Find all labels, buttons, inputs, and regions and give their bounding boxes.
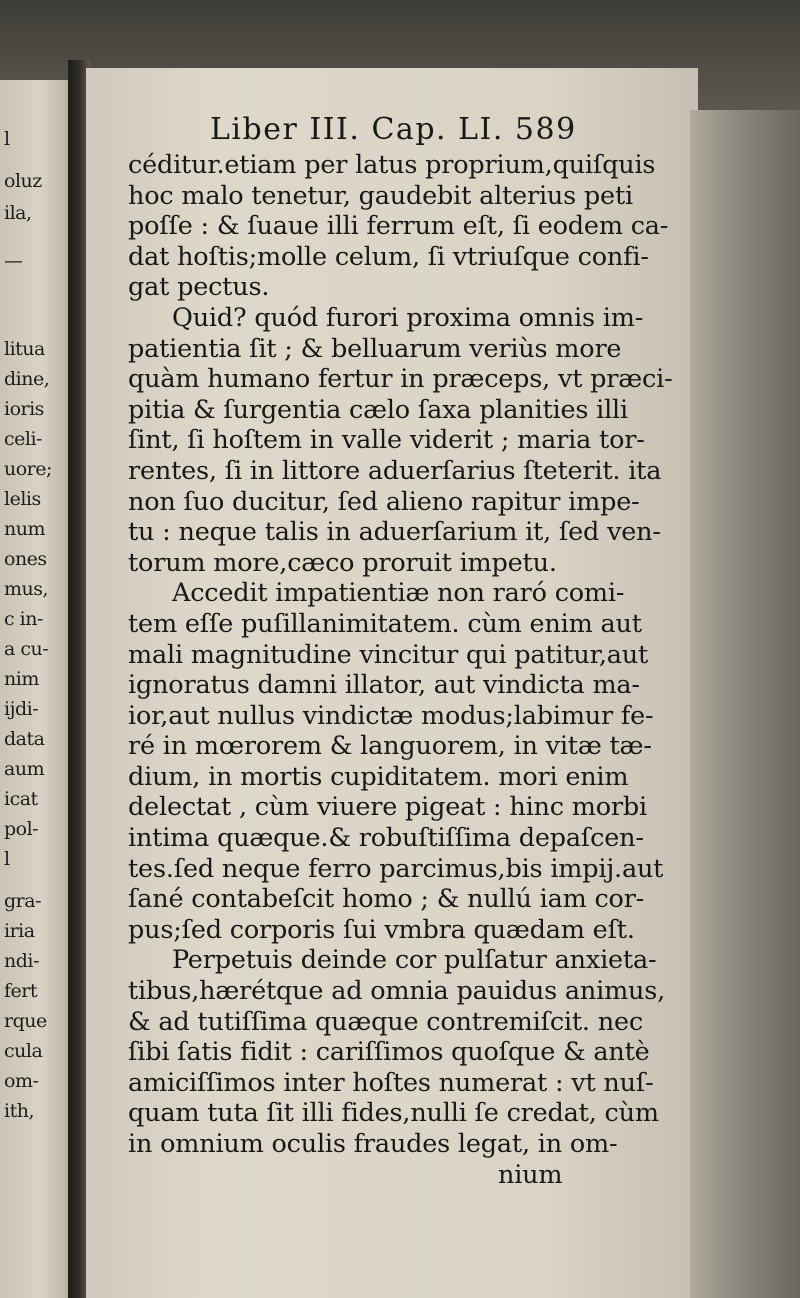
text-line: tu : neque talis in aduerſarium it, ſed ven- [128,517,661,548]
text-line: ſint, ſi hoſtem in valle viderit ; maria tor- [128,425,645,456]
margin-fragment: a cu- [4,638,49,660]
margin-fragment: ijdi- [4,698,39,720]
margin-fragment: l [4,848,10,870]
margin-fragment: mus, [4,578,49,600]
margin-fragment: ones [4,548,47,570]
text-line: quàm humano fertur in præceps, vt præci- [128,364,673,395]
text-line: céditur.etiam per latus proprium,quiſquis [128,150,656,180]
text-line: hoc malo tenetur, gaudebit alterius peti [128,180,633,211]
text-line: Perpetuis deinde cor pulſatur anxieta- [172,945,657,976]
margin-fragment: ila, [4,202,32,224]
margin-fragment: rque [4,1010,47,1032]
margin-fragment: nim [4,668,39,690]
margin-fragment: ith, [4,1100,34,1122]
catchword: nium [498,1159,563,1190]
margin-fragment: om- [4,1070,39,1092]
margin-fragment: iria [4,920,35,942]
text-line: intima quæque.& robuſtiſſima depaſcen- [128,823,644,854]
text-line: & ad tutiſſima quæque contremiſcit. nec [128,1006,643,1037]
text-line: ignoratus damni illator, aut vindicta ma- [128,670,640,701]
margin-fragment: c in- [4,608,43,630]
left-facing-page-edge [0,80,70,1298]
text-line: ſibi ſatis fidit : cariſſimos quoſque & antè [128,1037,650,1068]
text-line: amiciſſimos inter hoſtes numerat : vt nuſ- [128,1067,654,1098]
text-line: ré in mœrorem & languorem, in vitæ tæ- [128,731,652,762]
text-line: quam tuta ſit illi fides,nulli ſe credat, cùm [128,1098,659,1129]
margin-fragment: cula [4,1040,43,1062]
margin-fragment: — [4,250,23,272]
text-line: tibus,hærétque ad omnia pauidus animus, [128,976,666,1007]
margin-fragment: l [4,128,10,150]
text-line: patientia ſit ; & belluarum veriùs more [128,333,622,364]
margin-fragment: ioris [4,398,44,420]
text-line: mali magnitudine vincitur qui patitur,aut [128,639,649,670]
text-line: tes.ſed neque ferro parcimus,bis impij.aut [128,853,664,884]
text-line: pus;ſed corporis ſui vmbra quædam eſt. [128,914,635,945]
margin-fragment: aum [4,758,45,780]
margin-fragment: oluz [4,170,42,192]
text-line: dat hoſtis;molle celum, ſi vtriuſque confi- [128,241,649,272]
text-line: rentes, ſi in littore aduerſarius ſteterit. ita [128,455,662,486]
margin-fragment: dine, [4,368,50,390]
margin-fragment: celi- [4,428,42,450]
text-line: pitia & ſurgentia cælo ſaxa planities illi [128,394,628,425]
text-line: Quid? quód furori proxima omnis im- [172,302,644,333]
margin-fragment: litua [4,338,45,360]
text-line: poſſe : & ſuaue illi ferrum eſt, ſi eodem ca- [128,211,669,242]
text-line: ſané contabeſcit homo ; & nullú iam cor- [128,884,645,915]
margin-fragment: pol- [4,818,39,840]
margin-fragment: lelis [4,488,41,510]
text-line: non ſuo ducitur, ſed alieno rapitur impe- [128,486,640,517]
margin-fragment: icat [4,788,38,810]
text-line: dium, in mortis cupiditatem. mori enim [128,761,629,792]
margin-fragment: gra- [4,890,41,912]
text-line: gat pectus. [128,272,270,303]
margin-fragment: data [4,728,45,750]
margin-fragment: ndi- [4,950,39,972]
body-text [128,150,688,1190]
running-head: Liber III. Cap. LI. 589 [210,112,577,147]
text-line: delectat , cùm viuere pigeat : hinc morbi [128,792,647,823]
margin-fragment: fert [4,980,37,1002]
text-line: tem eſſe puſillanimitatem. cùm enim aut [128,608,642,639]
text-line: Accedit impatientiæ non raró comi- [172,578,625,609]
text-line: ior,aut nullus vindictæ modus;labimur fe- [128,700,654,731]
margin-fragment: uore; [4,458,52,480]
margin-fragment: num [4,518,45,540]
text-line: in omnium oculis fraudes legat, in om- [128,1129,618,1159]
text-line: torum more,cæco proruit impetu. [128,547,557,578]
right-page-edge-shadow [690,110,800,1298]
